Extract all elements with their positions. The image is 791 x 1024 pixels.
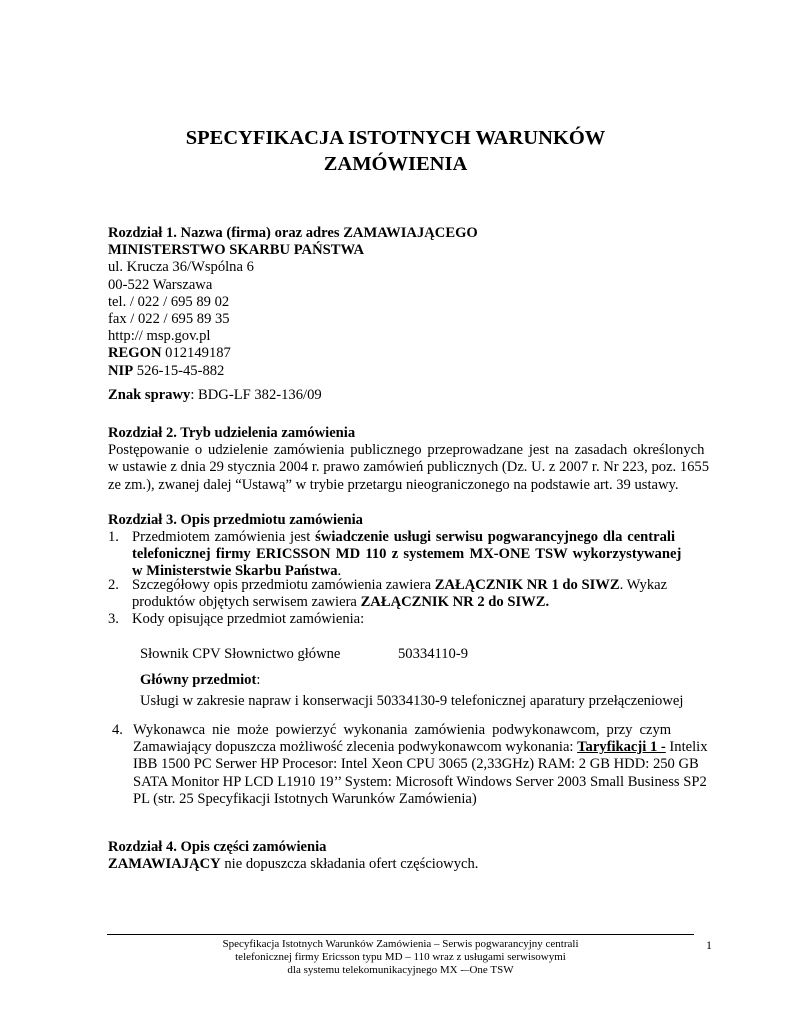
org-street: ul. Krucza 36/Wspólna 6 (108, 259, 254, 276)
section-1-heading: Rozdział 1. Nazwa (firma) oraz adres ZAMAWIAJĄCEGO (108, 225, 478, 241)
cpv-label: Słownik CPV Słownictwo główne (140, 646, 341, 662)
item-2-bold1: ZAŁĄCZNIK NR 1 do SIWZ (434, 577, 620, 593)
section-3-item-2 (108, 577, 714, 611)
document-title (0, 125, 791, 177)
item-3-text: Kody opisujące przedmiot zamówienia: (132, 611, 365, 627)
footer-line1: Specyfikacja Istotnych Warunków Zamówienia – Serwis pogwarancyjny centrali (222, 938, 579, 950)
nip-label: NIP (108, 362, 134, 379)
item-4-line5: PL (str. 25 Specyfikacji Istotnych Warunków Zamówienia) (133, 790, 477, 807)
section-3-heading: Rozdział 3. Opis przedmiotu zamówienia (108, 512, 363, 528)
org-fax: fax / 022 / 695 89 35 (108, 311, 230, 328)
org-nip (108, 363, 714, 380)
section-2-heading: Rozdział 2. Tryb udzielenia zamówienia (108, 425, 356, 441)
item-1-suffix: . (337, 563, 342, 580)
main-subject (140, 672, 260, 689)
item-4-line2-prefix: Zamawiający dopuszcza możliwość zlecenia podwykonawcom wykonania: (133, 739, 578, 756)
footer-divider (107, 934, 694, 935)
regon-label: REGON (108, 345, 162, 362)
item-2-line2-prefix: produktów objętych serwisem zawiera (132, 594, 361, 611)
org-tel: tel. / 022 / 695 89 02 (108, 293, 230, 310)
services-line: Usługi w zakresie napraw i konserwacji 50334130-9 telefonicznej aparatury przełączeniowej (140, 693, 684, 709)
document-title-line2: ZAMÓWIENIA (323, 153, 468, 175)
item-4-number: 4. (112, 722, 123, 738)
nip-value: 526-15-45-882 (133, 362, 225, 379)
section-3 (108, 512, 714, 529)
section-2 (108, 425, 714, 494)
page-number: 1 (706, 938, 712, 952)
item-4-line3: IBB 1500 PC Serwer HP Procesor: Intel Xeon CPU 3065 (2,33GHz) RAM: 2 GB HDD: 250 GB (133, 756, 699, 773)
item-2-number: 2. (108, 577, 119, 593)
page-footer (107, 938, 694, 978)
org-city: 00-522 Warszawa (108, 276, 213, 293)
org-website: http:// msp.gov.pl (108, 328, 211, 345)
regon-value: 012149187 (161, 345, 231, 362)
org-regon (108, 345, 714, 362)
org-name: MINISTERSTWO SKARBU PAŃSTWA (108, 242, 364, 259)
item-4-line4: SATA Monitor HP LCD L1910 19’’ System: Microsoft Windows Server 2003 Small Business SP2 (133, 773, 707, 790)
case-reference (108, 387, 714, 404)
item-2-prefix: Szczegółowy opis przedmiotu zamówienia zawiera (132, 577, 435, 593)
section-3-item-3 (108, 611, 714, 628)
section-2-text-line3: ze zm.), zwanej dalej “Ustawą” w trybie przetargu nieograniczonego na podstawie art. 39 ustawy. (108, 476, 679, 493)
item-1-bold-line1: świadczenie usługi serwisu pogwarancyjnego dla centrali (315, 529, 676, 545)
item-4-tariff: Taryfikacji 1 - (577, 739, 666, 756)
case-label: Znak sprawy (108, 387, 191, 403)
section-4-bold: ZAMAWIAJĄCY (108, 856, 221, 873)
item-1-prefix: Przedmiotem zamówienia jest (132, 529, 316, 545)
section-2-text-line2: w ustawie z dnia 29 stycznia 2004 r. prawo zamówień publicznych (Dz. U. z 2007 r. Nr 223, poz. 1655 (108, 459, 710, 476)
section-1 (108, 225, 714, 380)
main-subject-colon: : (256, 672, 261, 688)
section-4-text: nie dopuszcza składania ofert częściowych. (220, 856, 479, 873)
footer-line2: telefonicznej firmy Ericsson typu MD – 110 wraz z usługami serwisowymi (235, 951, 566, 964)
item-2-bold2: ZAŁĄCZNIK NR 2 do SIWZ. (360, 594, 550, 611)
cpv-code: 50334110-9 (398, 646, 468, 662)
item-1-number: 1. (108, 529, 119, 545)
case-value: : BDG-LF 382-136/09 (190, 387, 322, 403)
item-3-number: 3. (108, 611, 119, 627)
document-title-line1: SPECYFIKACJA ISTOTNYCH WARUNKÓW (185, 127, 606, 149)
item-4-line1: Wykonawca nie może powierzyć wykonania zamówienia podwykonawcom, przy czym (133, 722, 672, 738)
item-2-middle: . Wykaz (619, 577, 668, 593)
footer-line3: dla systemu telekomunikacyjnego MX -–One TSW (287, 964, 514, 977)
section-4 (108, 839, 714, 873)
item-4-line2-suffix: Intelix (665, 739, 708, 756)
section-2-text-line1: Postępowanie o udzielenie zamówienia publicznego przeprowadzane jest na zasadach określonych (108, 442, 705, 459)
section-4-heading: Rozdział 4. Opis części zamówienia (108, 839, 327, 855)
main-subject-label: Główny przedmiot (140, 672, 257, 688)
section-3-item-4 (112, 722, 714, 808)
section-3-item-1 (108, 529, 714, 581)
item-1-bold-line2: telefonicznej firmy ERICSSON MD 110 z systemem MX-ONE TSW wykorzystywanej (132, 546, 682, 563)
item-1-bold-line3: w Ministerstwie Skarbu Państwa (132, 563, 338, 580)
